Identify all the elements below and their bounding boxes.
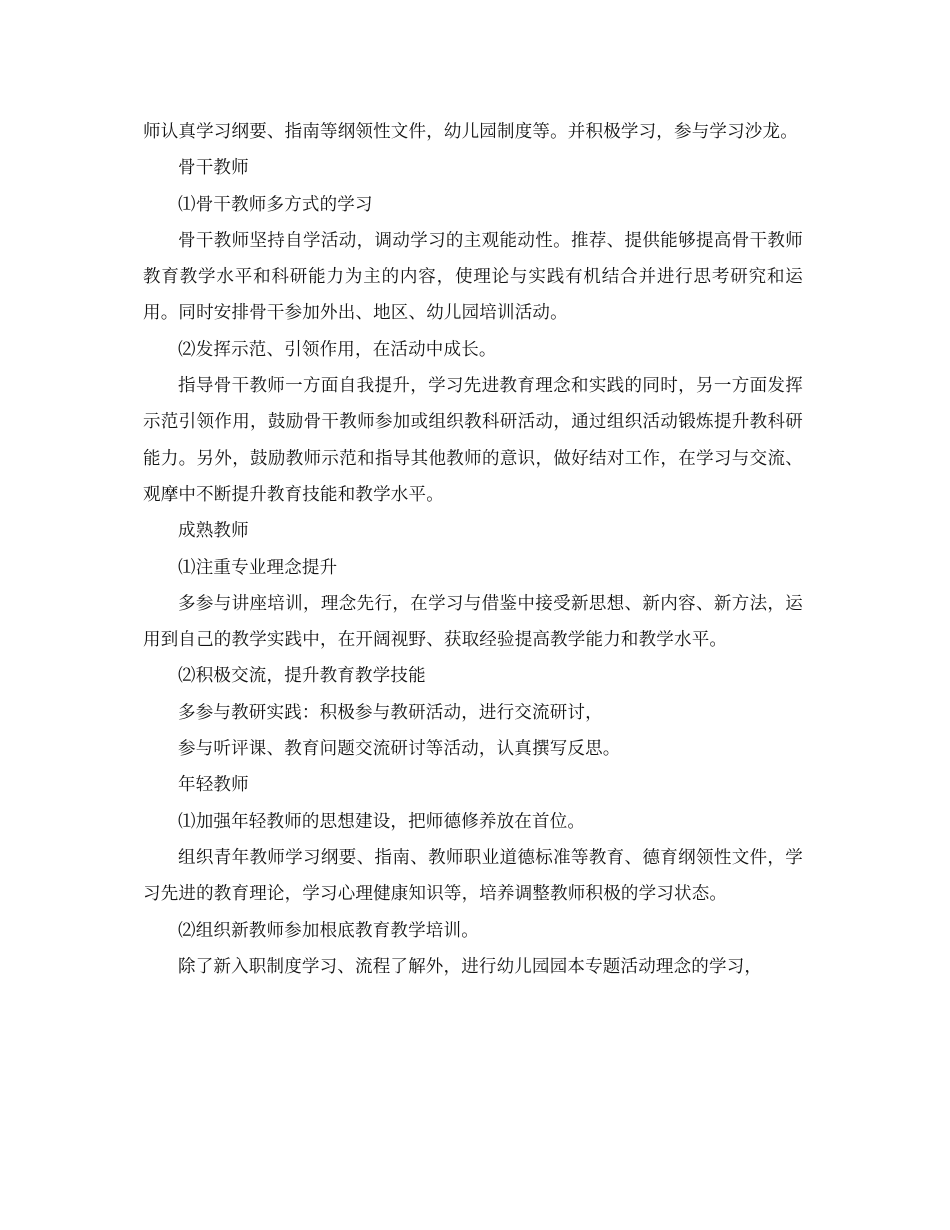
- paragraph: 骨干教师坚持自学活动，调动学习的主观能动性。推荐、提供能够提高骨干教师教育教学水平和科研能力为主的内容，使理论与实践有机结合并进行思考研究和运用。同时安排骨干参加外出、地区、幼儿园培训活动。: [143, 230, 803, 324]
- section-heading-key-teachers: 骨干教师: [178, 158, 249, 179]
- paragraph-continuation: 师认真学习纲要、指南等纲领性文件，幼儿园制度等。并积极学习，参与学习沙龙。: [143, 122, 798, 142]
- document-body: [143, 114, 803, 985]
- section-heading-young-teachers: 年轻教师: [178, 775, 249, 796]
- subheading: ⑴注重专业理念提升: [178, 557, 338, 578]
- paragraph: 指导骨干教师一方面自我提升，学习先进教育理念和实践的同时，另一方面发挥示范引领作用，鼓励骨干教师参加或组织教科研活动，通过组织活动锻炼提升教科研能力。另外，鼓励教师示范和指导其他教师的意识，做好结对工作，在学习与交流、观摩中不断提升教育技能和教学水平。: [143, 376, 803, 505]
- paragraph: 参与听评课、教育问题交流研讨等活动，认真撰写反思。: [178, 739, 621, 760]
- subheading: ⑴加强年轻教师的思想建设，把师德修养放在首位。: [178, 811, 586, 832]
- subheading: ⑵积极交流，提升教育教学技能: [178, 666, 426, 687]
- paragraph: 多参与教研实践：积极参与教研活动，进行交流研讨，: [178, 702, 603, 723]
- subheading: ⑵发挥示范、引领作用，在活动中成长。: [178, 339, 497, 360]
- paragraph: 多参与讲座培训，理念先行，在学习与借鉴中接受新思想、新内容、新方法，运用到自己的教学实践中，在开阔视野、获取经验提高教学能力和教学水平。: [143, 593, 803, 651]
- paragraph: 除了新入职制度学习、流程了解外，进行幼儿园园本专题活动理念的学习，: [178, 956, 763, 977]
- subheading: ⑴骨干教师多方式的学习: [178, 194, 373, 215]
- paragraph: 组织青年教师学习纲要、指南、教师职业道德标准等教育、德育纲领性文件，学习先进的教育理论，学习心理健康知识等，培养调整教师积极的学习状态。: [143, 847, 803, 905]
- section-heading-mature-teachers: 成熟教师: [178, 521, 249, 542]
- subheading: ⑵组织新教师参加根底教育教学培训。: [178, 920, 479, 941]
